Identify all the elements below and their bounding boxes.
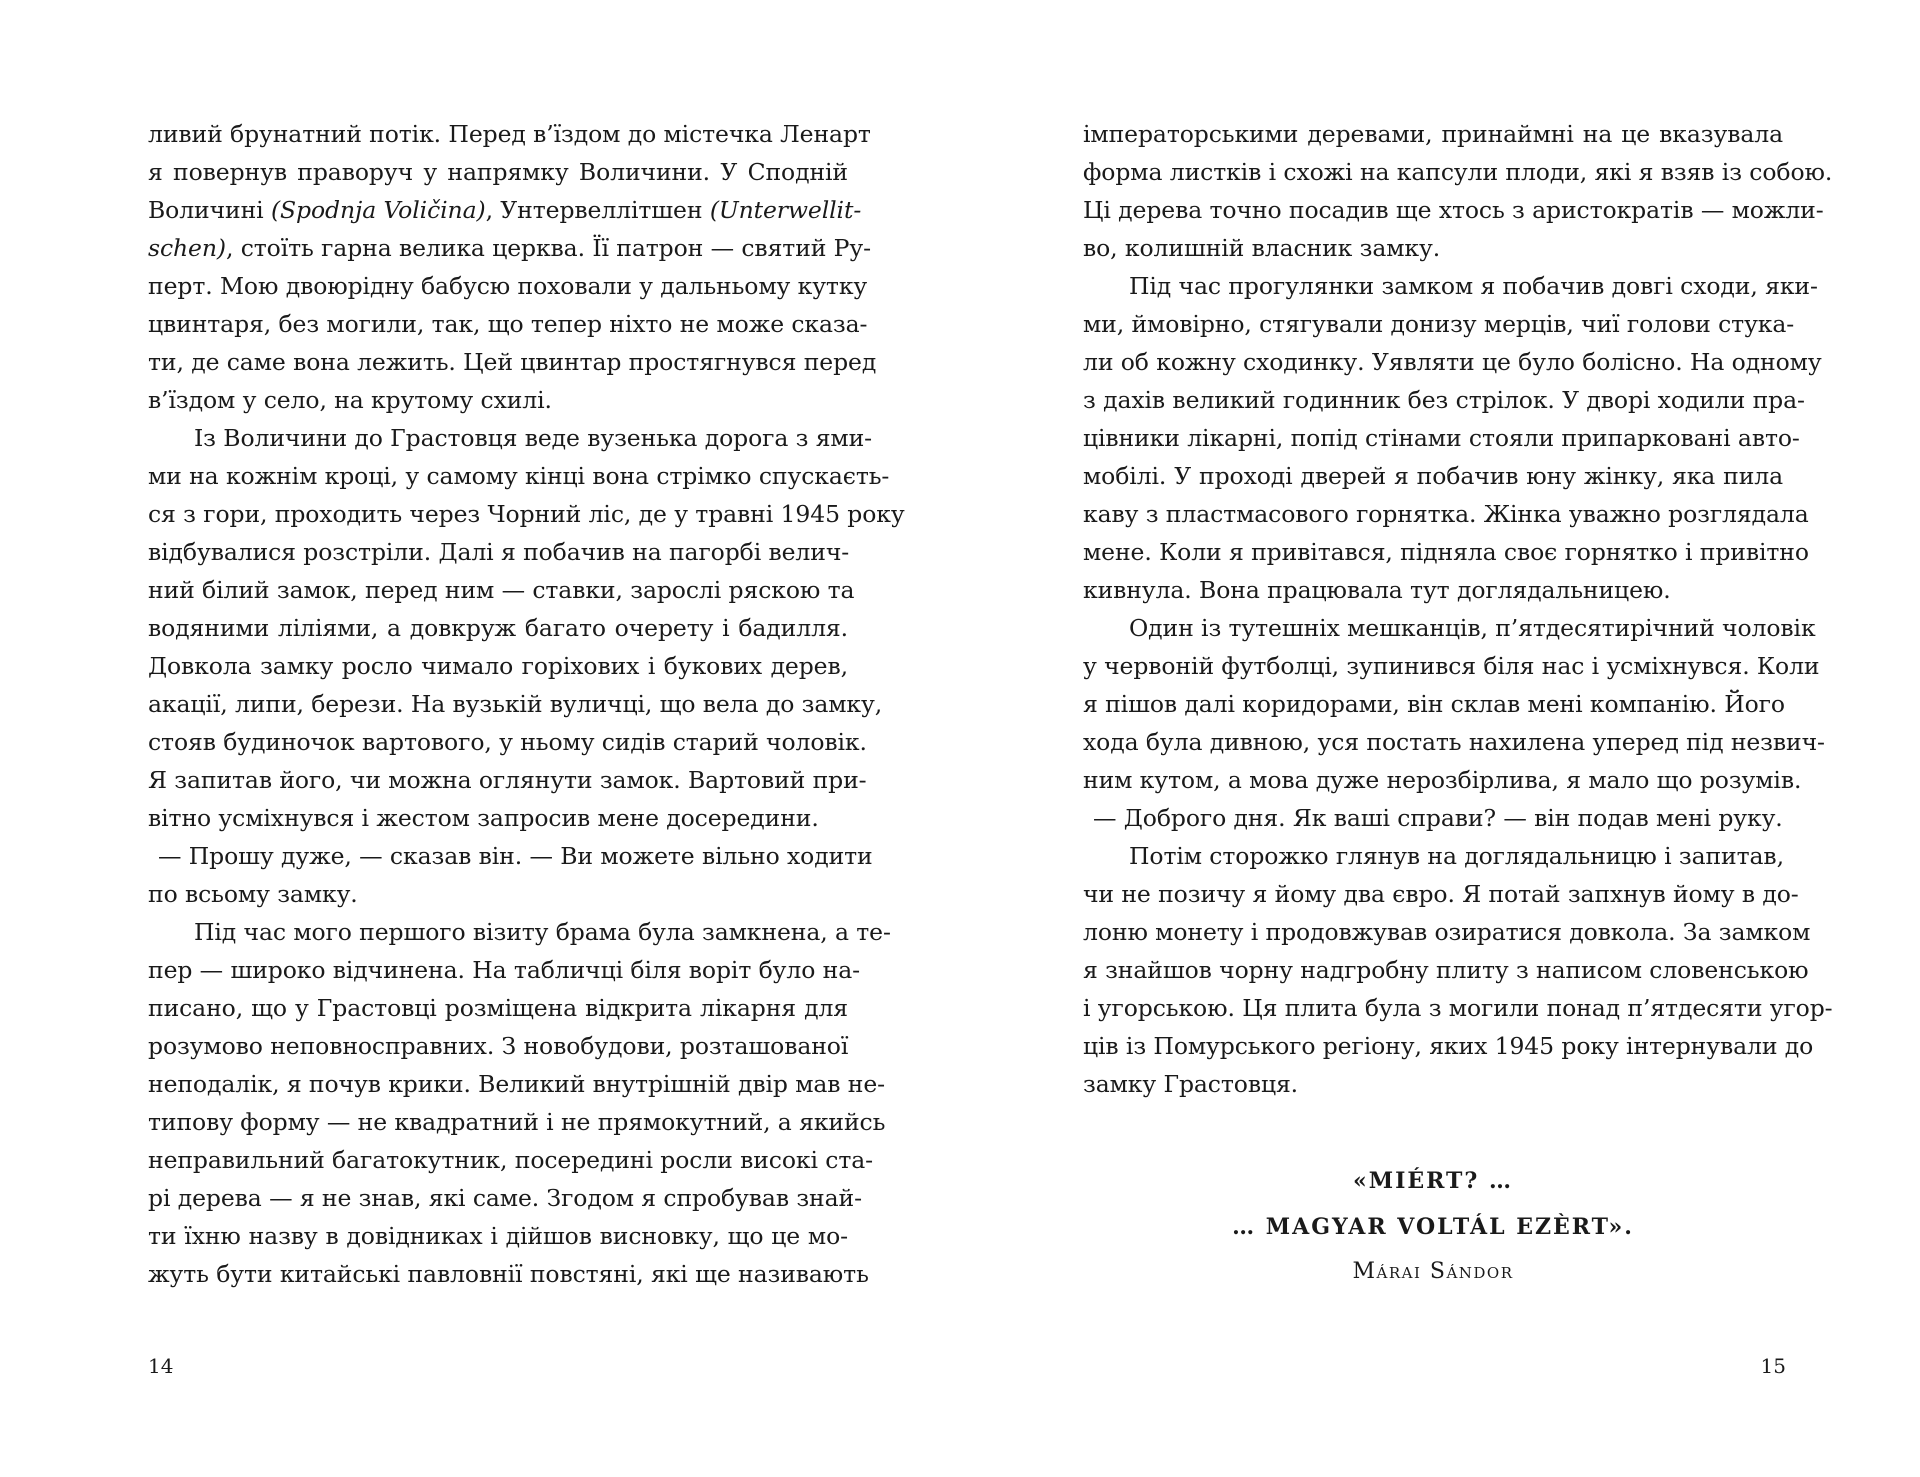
text-line: розумово неповносправних. З новобудови, розташованої [148, 1032, 849, 1060]
text-line: писано, що у Грастовці розміщена відкрита лікарня для [148, 994, 848, 1022]
text-line: schen), стоїть гарна велика церква. Її патрон — святий Ру- [148, 234, 871, 262]
text-line: відбувалися розстріли. Далі я побачив на пагорбі велич- [148, 538, 850, 566]
text-line: Ці дерева точно посадив ще хтось з аристократів — можли- [1083, 196, 1824, 224]
text-line: форма листків і схожі на капсули плоди, які я взяв із собою. [1083, 158, 1833, 186]
text-line: Під час мого першого візиту брама була замкнена, а те- [194, 918, 891, 946]
text-line: Один із тутешніх мешканців, п’ятдесятирічний чоловік [1129, 614, 1816, 642]
right-page-text [1083, 115, 1833, 1103]
text-line: ливий брунатний потік. Перед в’їздом до містечка Ленарт [148, 120, 871, 148]
text-line: — Прошу дуже, — сказав він. — Ви можете вільно ходити [158, 842, 873, 870]
text-line: во, колишній власник замку. [1083, 234, 1441, 262]
text-line: хода була дивною, уся постать нахилена уперед під незвич- [1083, 728, 1825, 756]
text-line: в’їздом у село, на крутому схилі. [148, 386, 552, 414]
text-line: Потім сторожко глянув на доглядальницю і запитав, [1129, 842, 1784, 870]
text-line: Воличині (Spodnja Voličina), Унтервеллітшен (Unterwellit- [148, 196, 862, 224]
text-line: неправильний багатокутник, посередині росли високі ста- [148, 1146, 873, 1174]
text-line: мобілі. У проході дверей я побачив юну жінку, яка пила [1083, 462, 1783, 490]
text-line: я знайшов чорну надгробну плиту з написом словенською [1083, 956, 1809, 984]
text-line: вітно усміхнувся і жестом запросив мене досередини. [148, 804, 819, 832]
text-line: лоню монету і продовжував озиратися довкола. За замком [1083, 918, 1811, 946]
text-line: і угорською. Ця плита була з могили понад п’ятдесяти угор- [1083, 994, 1833, 1022]
left-page-text [148, 115, 905, 1293]
text-line: чи не позичу я йому два євро. Я потай запхнув йому в до- [1083, 880, 1799, 908]
text-line: ців із Помурського регіону, яких 1945 року інтернували до [1083, 1032, 1814, 1060]
page-number-left: 14 [148, 1354, 174, 1378]
text-line: по всьому замку. [148, 880, 358, 908]
text-line: ти, де саме вона лежить. Цей цвинтар простягнувся перед [148, 348, 877, 376]
text-line: замку Грастовця. [1083, 1070, 1299, 1098]
epigraph-author: Márai Sándor [1352, 1259, 1514, 1284]
epigraph-line-2: … MAGYAR VOLTÁL EZÈRT». [1232, 1214, 1634, 1240]
text-line: з дахів великий годинник без стрілок. У дворі ходили пра- [1083, 386, 1805, 414]
text-line: водяними ліліями, а довкруж багато очерету і бадилля. [148, 614, 848, 642]
text-line: цвинтаря, без могили, так, що тепер ніхто не може сказа- [148, 310, 868, 338]
text-line: імператорськими деревами, принаймні на це вказувала [1083, 120, 1783, 148]
text-line: пер — широко відчинена. На табличці біля воріт було на- [148, 956, 860, 984]
text-line: я повернув праворуч у напрямку Воличини. У Сподній [148, 158, 848, 186]
text-line: Із Воличини до Грастовця веде вузенька дорога з ями- [194, 424, 873, 452]
epigraph-line-1: «MIÉRT? … [1353, 1168, 1513, 1194]
text-line: типову форму — не квадратний і не прямокутний, а якийсь [148, 1108, 886, 1136]
text-line: ся з гори, проходить через Чорний ліс, де у травні 1945 року [148, 500, 905, 528]
text-line: ми, ймовірно, стягували донизу мерців, чиї голови стука- [1083, 310, 1795, 338]
text-line: жуть бути китайські павловнії повстяні, які ще називають [148, 1260, 869, 1288]
text-line: мене. Коли я привітався, підняла своє горнятко і привітно [1083, 538, 1809, 566]
text-line: рі дерева — я не знав, які саме. Згодом я спробував знай- [148, 1184, 862, 1212]
text-line: ми на кожнім кроці, у самому кінці вона стрімко спускаєть- [148, 462, 890, 490]
text-line: — Доброго дня. Як ваші справи? — він подав мені руку. [1093, 804, 1783, 832]
text-line: ти їхню назву в довідниках і дійшов висновку, що це мо- [148, 1222, 848, 1250]
text-line: ним кутом, а мова дуже нерозбірлива, я мало що розумів. [1083, 766, 1802, 794]
text-line: каву з пластмасового горнятка. Жінка уважно розглядала [1083, 500, 1809, 528]
text-line: Під час прогулянки замком я побачив довгі сходи, яки- [1129, 272, 1818, 300]
text-line: Довкола замку росло чимало горіхових і букових дерев, [148, 652, 848, 680]
page-number-right: 15 [1760, 1354, 1786, 1378]
text-line: ний білий замок, перед ним — ставки, зарослі ряскою та [148, 576, 855, 604]
text-line: ли об кожну сходинку. Уявляти це було болісно. На одному [1083, 348, 1822, 376]
text-line: у червоній футболці, зупинився біля нас і усміхнувся. Коли [1083, 652, 1820, 680]
text-line: неподалік, я почув крики. Великий внутрішній двір мав не- [148, 1070, 886, 1098]
text-line: я пішов далі коридорами, він склав мені компанію. Його [1083, 690, 1785, 718]
text-line: акації, липи, берези. На вузькій вуличці, що вела до замку, [148, 690, 883, 718]
text-line: стояв будиночок вартового, у ньому сидів старий чоловік. [148, 728, 867, 756]
text-line: Я запитав його, чи можна оглянути замок. Вартовий при- [148, 766, 867, 794]
text-line: цівники лікарні, попід стінами стояли припарковані авто- [1083, 424, 1800, 452]
text-line: кивнула. Вона працювала тут доглядальницею. [1083, 576, 1671, 604]
text-line: перт. Мою двоюрідну бабусю поховали у дальньому кутку [148, 272, 868, 300]
